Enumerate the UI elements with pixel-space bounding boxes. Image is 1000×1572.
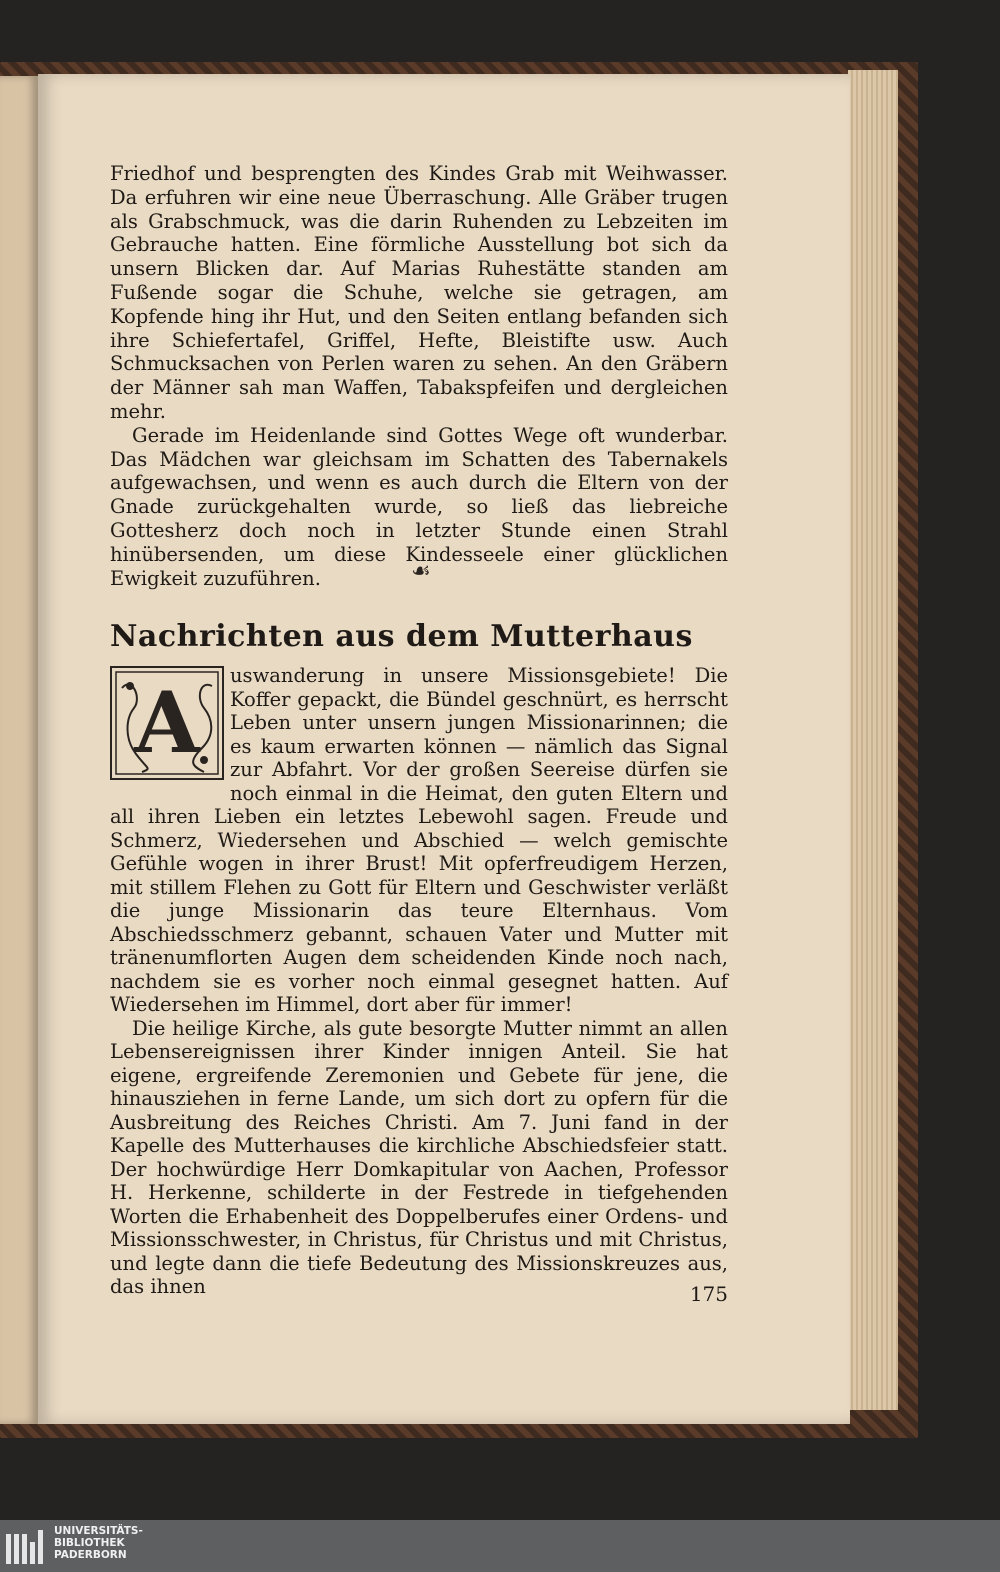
logo-line-3: PADERBORN xyxy=(54,1549,127,1561)
dropcap-letter: A xyxy=(134,673,200,772)
page-stack-edge xyxy=(848,70,898,1410)
section-heading: Nachrichten aus dem Mutterhaus xyxy=(110,619,693,654)
dropcap-initial xyxy=(110,666,224,780)
article-text xyxy=(110,664,728,1299)
library-logo-icon xyxy=(6,1528,46,1564)
book-page xyxy=(38,74,850,1424)
page-number: 175 xyxy=(689,1282,728,1306)
article-paragraph-1 xyxy=(110,664,728,1017)
article-paragraph-2: Die heilige Kirche, als gute besorgte Mutter nimmt an allen Lebensereignissen ihrer Kinder innigen Anteil. Sie hat eigene, ergreifende Zeremonien und Gebete für jene, die hinausziehen in ferne Lande, um sich dort zu opfern für die Ausbreitung des Reiches Christi. Am 7. Juni fand in der Kapelle des Mutterhauses die kirchliche Abschiedsfeier statt. Der hochwürdige Herr Domkapitular von Aachen, Professor H. Herkenne, schilderte in der Festrede in tiefgehenden Worten die Erhabenheit des Doppelberufes einer Ordens- und Missionsschwester, in Christus, für Christus und mit Christus, und legte dann die tiefe Bedeutung des Missionskreuzes aus, das ihnen xyxy=(110,1016,728,1298)
library-footer xyxy=(0,1520,1000,1572)
intro-text xyxy=(110,162,728,590)
logo-line-1: UNIVERSITÄTS- xyxy=(54,1525,143,1537)
intro-paragraph-2: Gerade im Heidenlande sind Gottes Wege oft wunderbar. Das Mädchen war gleichsam im Schatten des Tabernakels aufgewachsen, und wenn es auch durch die Eltern von der Gnade zurückgehalten wurde, so ließ das liebreiche Gottesherz doch noch in letzter Stunde einen Strahl hinübersenden, um diese Kindesseele einer glücklichen Ewigkeit zuzuführen. xyxy=(110,423,728,590)
logo-line-2: BIBLIOTHEK xyxy=(54,1537,125,1549)
section-ornament: ☙ xyxy=(411,559,431,584)
left-page-edge xyxy=(0,76,38,1424)
library-logo-text xyxy=(54,1525,143,1561)
dropcap-ornament-icon xyxy=(112,668,222,778)
intro-paragraph-1: Friedhof und besprengten des Kindes Grab mit Weihwasser. Da erfuhren wir eine neue Überraschung. Alle Gräber trugen als Grabschmuck, was die darin Ruhenden zu Lebzeiten im Gebrauche hatten. Eine förmliche Ausstellung bot sich da unsern Blicken dar. Auf Marias Ruhestätte standen am Fußende sogar die Schuhe, welche sie getragen, am Kopfende hing ihr Hut, und den Seiten entlang befanden sich ihre Schiefertafel, Griffel, Hefte, Bleistifte usw. Auch Schmucksachen von Perlen waren zu sehen. An den Gräbern der Männer sah man Waffen, Tabakspfeifen und dergleichen mehr. xyxy=(110,162,728,423)
article-paragraph-1-text: uswanderung in unsere Missionsgebiete! Die Koffer gepackt, die Bündel geschnürt, es herrscht Leben unter unsern jungen Missionarinnen; die es kaum erwarten können — nämlich das Signal zur Abfahrt. Vor der großen Seereise dürfen sie noch einmal in die Heimat, den guten Eltern und all ihren Lieben ein letztes Lebewohl sagen. Freude und Schmerz, Wiedersehen und Abschied — welch gemischte Gefühle wogen in ihrer Brust! Mit opferfreudigem Herzen, mit stillem Flehen zu Gott für Eltern und Geschwister verläßt die junge Missionarin das teure Elternhaus. Vom Abschiedsschmerz gebannt, schauen Vater und Mutter mit tränenumflorten Augen dem scheidenden Kinde noch nach, nachdem sie es vorher noch einmal gesegnet hatten. Auf Wiedersehen im Himmel, dort aber für immer! xyxy=(110,664,728,1016)
